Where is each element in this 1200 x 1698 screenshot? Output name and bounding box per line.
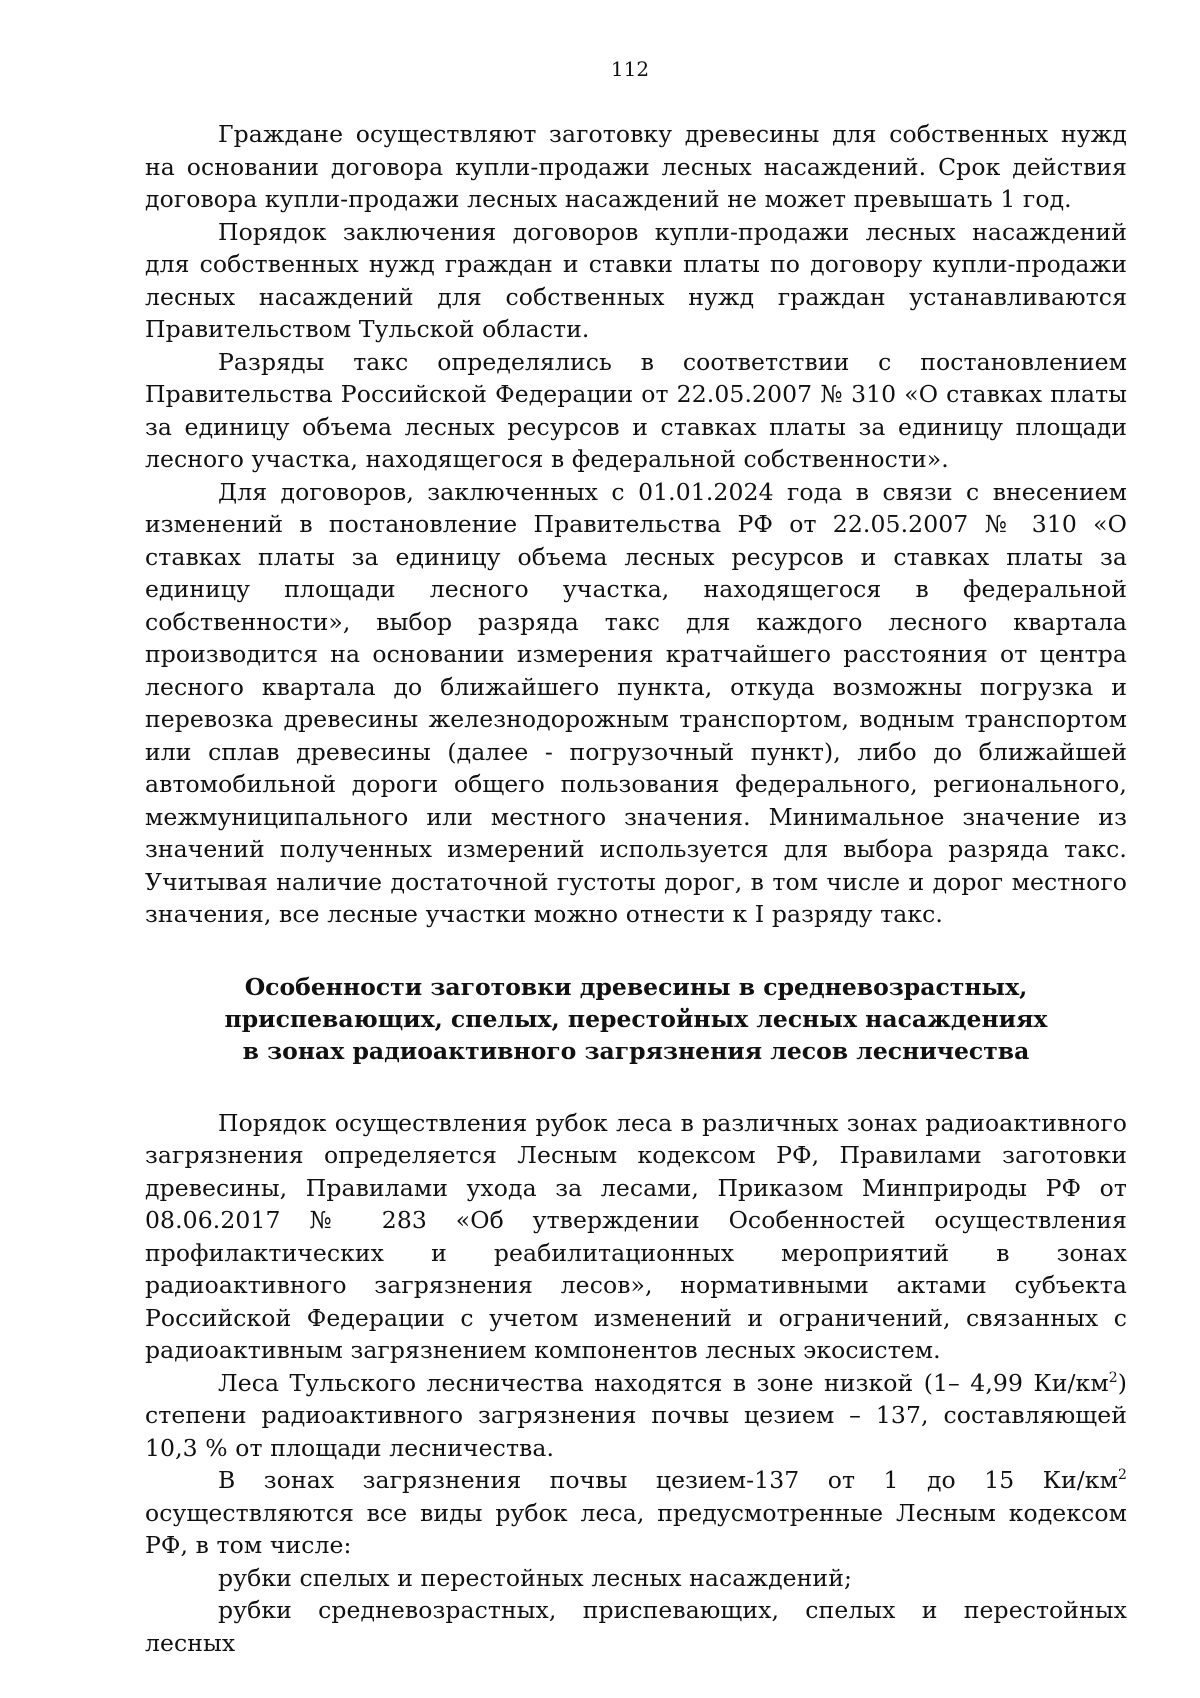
- paragraph: Граждане осуществляют заготовку древесины для собственных нужд на основании договора купли-продажи лесных насаждений. Срок действия договора купли-продажи лесных насаждений не может превышать 1 год.: [145, 120, 1127, 213]
- list-item: рубки спелых и перестойных лесных насаждений;: [218, 1563, 852, 1592]
- page-number: 112: [610, 57, 650, 81]
- document-body: [145, 118, 1127, 1659]
- list-item: рубки средневозрастных, приспевающих, спелых и перестойных лесных: [145, 1596, 1127, 1657]
- section-heading-line: в зонах радиоактивного загрязнения лесов лесничества: [242, 1036, 1030, 1065]
- paragraph: Порядок осуществления рубок леса в различных зонах радиоактивного загрязнения определяется Лесным кодексом РФ, Правилами заготовки древесины, Правилами ухода за лесами, Приказом Минприроды РФ от 08.06.2017 № 283 «Об утверждении Особенностей осуществления профилактических и реабилитационных мероприятий в зонах радиоактивного загрязнения лесов», нормативными актами субъекта Российской Федерации с учетом изменений и ограничений, связанных с радиоактивным загрязнением компонентов лесных экосистем.: [145, 1108, 1127, 1364]
- section-heading: [145, 971, 1127, 1067]
- paragraph-text: Леса Тульского лесничества находятся в зоне низкой (1– 4,99 Ки/км: [218, 1368, 1109, 1397]
- paragraph-text: ) степени радиоактивного загрязнения почвы цезием – 137, составляющей 10,3 % от площади лесничества.: [145, 1368, 1127, 1462]
- paragraph: Для договоров, заключенных с 01.01.2024 года в связи с внесением изменений в постановление Правительства РФ от 22.05.2007 № 310 «О ставках платы за единицу объема лесных ресурсов и ставках платы за единицу площади лесного участка, находящегося в федеральной собственности», выбор разряда такс для каждого лесного квартала производится на основании измерения кратчайшего расстояния от центра лесного квартала до ближайшего пункта, откуда возможны погрузка и перевозка древесины железнодорожным транспортом, водным транспортом или сплав древесины (далее - погрузочный пункт), либо до ближайшей автомобильной дороги общего пользования федерального, регионального, межмуниципального или местного значения. Минимальное значение из значений полученных измерений используется для выбора разряда такс. Учитывая наличие достаточной густоты дорог, в том числе и дорог местного значения, все лесные участки можно отнести к I разряду такс.: [145, 477, 1127, 928]
- superscript: 2: [1108, 1369, 1118, 1386]
- paragraph-text: осуществляются все виды рубок леса, предусмотренные Лесным кодексом РФ, в том числе:: [145, 1498, 1127, 1559]
- superscript: 2: [1117, 1467, 1127, 1483]
- section-heading-line: Особенности заготовки древесины в средневозрастных,: [244, 972, 1028, 1001]
- paragraph: Порядок заключения договоров купли-продажи лесных насаждений для собственных нужд граждан и ставки платы по договору купли-продажи лесных насаждений для собственных нужд граждан устанавливаются Правительством Тульской области.: [145, 217, 1127, 343]
- paragraph-cesium-zone: [145, 1367, 1127, 1465]
- section-heading-line: приспевающих, спелых, перестойных лесных насаждениях: [224, 1004, 1048, 1033]
- paragraph-text: В зонах загрязнения почвы цезием-137 от 1 до 15 Ки/км: [218, 1466, 1118, 1494]
- paragraph-contamination-zones: [145, 1464, 1127, 1562]
- paragraph: Разряды такс определялись в соответствии с постановлением Правительства Российской Федерации от 22.05.2007 № 310 «О ставках платы за единицу объема лесных ресурсов и ставках платы за единицу площади лесного участка, находящегося в федеральной собственности».: [145, 347, 1127, 473]
